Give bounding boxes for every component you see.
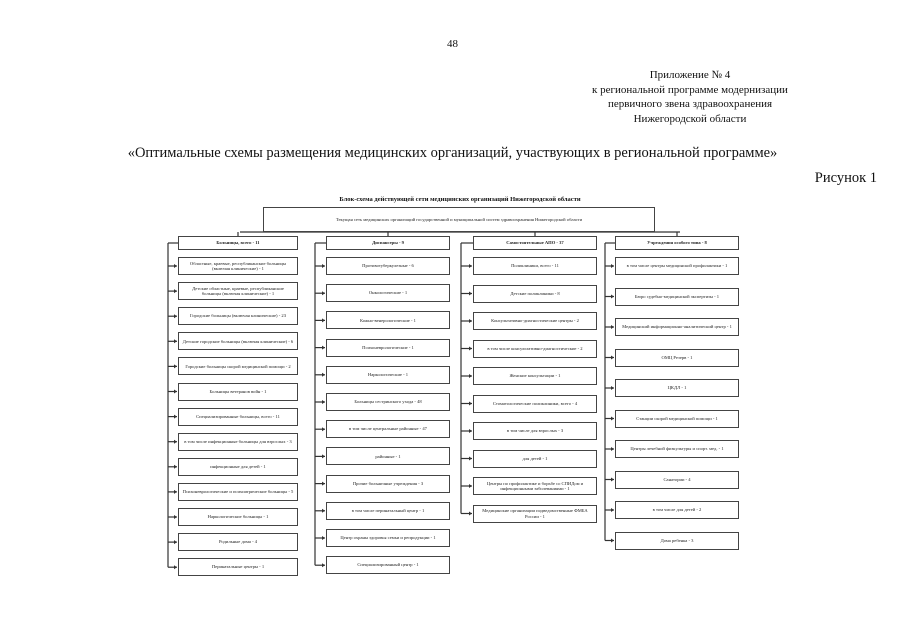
- org-node: Городские больницы скорой медицинской помощи - 2: [178, 357, 298, 375]
- column-header: Диспансеры - 9: [326, 236, 450, 250]
- arrowhead: [174, 364, 177, 368]
- org-node: Стоматологические поликлиники, всего - 4: [473, 395, 597, 413]
- appendix-line: к региональной программе модернизации: [592, 83, 788, 96]
- org-node: Поликлиники, всего - 11: [473, 257, 597, 275]
- org-node: Бюро судебно-медицинской экспертизы - 1: [615, 288, 739, 306]
- arrowhead: [611, 478, 614, 482]
- org-node: Дома ребенка - 3: [615, 532, 739, 550]
- arrowhead: [469, 512, 472, 516]
- org-node: в том числе перинатальный центр - 1: [326, 502, 450, 520]
- root-node: Текущая сеть медицинских организаций государственной и муниципальной систем здравоохранения Нижегородской области: [263, 207, 655, 232]
- arrowhead: [322, 373, 325, 377]
- org-node: Центры по профилактике и борьбе со СПИДом и инфекционными заболеваниями - 1: [473, 477, 597, 495]
- arrowhead: [322, 346, 325, 350]
- arrowhead: [611, 264, 614, 268]
- arrowhead: [469, 374, 472, 378]
- arrowhead: [322, 509, 325, 513]
- org-node: районные - 1: [326, 447, 450, 465]
- org-node: Консультативно-диагностические центры - 2: [473, 312, 597, 330]
- org-node: Центр охраны здоровья семьи и репродукции - 1: [326, 529, 450, 547]
- org-node: Специализированные больницы, всего - 11: [178, 408, 298, 426]
- arrowhead: [469, 292, 472, 296]
- org-node: в том числе для взрослых - 3: [473, 422, 597, 440]
- arrowhead: [322, 563, 325, 567]
- column-header: Больницы, всего - 11: [178, 236, 298, 250]
- arrowhead: [469, 457, 472, 461]
- org-node: ЦКДЛ - 1: [615, 379, 739, 397]
- org-node: Психоневрологические и психиатрические больницы - 5: [178, 483, 298, 501]
- arrowhead: [174, 314, 177, 318]
- org-node: Городские больницы (включая клинические) - 23: [178, 307, 298, 325]
- org-node: Прочие больничные учреждения - 3: [326, 475, 450, 493]
- org-node: Родильные дома - 4: [178, 533, 298, 551]
- arrowhead: [469, 319, 472, 323]
- org-node: Медицинский информационно-аналитический центр - 1: [615, 318, 739, 336]
- arrowhead: [322, 264, 325, 268]
- arrowhead: [174, 390, 177, 394]
- arrowhead: [322, 318, 325, 322]
- org-node: в том числе инфекционные больницы для взрослых - 3: [178, 433, 298, 451]
- arrowhead: [611, 386, 614, 390]
- arrowhead: [322, 400, 325, 404]
- column-header: Учреждения особого типа - 8: [615, 236, 739, 250]
- arrowhead: [611, 539, 614, 543]
- arrowhead: [174, 490, 177, 494]
- org-node: Станции скорой медицинской помощи - 1: [615, 410, 739, 428]
- org-node: Перинатальные центры - 1: [178, 558, 298, 576]
- column-header: Самостоятельные АПО - 37: [473, 236, 597, 250]
- arrowhead: [174, 264, 177, 268]
- org-node: Наркологические - 1: [326, 366, 450, 384]
- org-node: Противотуберкулезные - 6: [326, 257, 450, 275]
- org-node: Психоневрологические - 1: [326, 339, 450, 357]
- arrowhead: [322, 482, 325, 486]
- arrowhead: [469, 347, 472, 351]
- org-node: Санатории - 4: [615, 471, 739, 489]
- org-node: Кожно-венерологические - 1: [326, 311, 450, 329]
- page-number: 48: [447, 38, 458, 50]
- arrowhead: [469, 264, 472, 268]
- org-node: Наркологические больницы - 1: [178, 508, 298, 526]
- arrowhead: [174, 339, 177, 343]
- arrowhead: [174, 565, 177, 569]
- arrowhead: [469, 402, 472, 406]
- arrowhead: [611, 508, 614, 512]
- org-node: для детей - 1: [473, 450, 597, 468]
- org-node: в том числе центры медицинской профилактики - 1: [615, 257, 739, 275]
- arrowhead: [322, 536, 325, 540]
- org-node: Женские консультации - 1: [473, 367, 597, 385]
- arrowhead: [174, 415, 177, 419]
- org-node: Специализированный центр - 1: [326, 556, 450, 574]
- org-node: Детские городские больницы (включая клинические) - 6: [178, 332, 298, 350]
- org-node: Больницы сестринского ухода - 48: [326, 393, 450, 411]
- arrowhead: [611, 417, 614, 421]
- org-node: в том числе для детей - 2: [615, 501, 739, 519]
- org-node: в том числе центральные районные - 47: [326, 420, 450, 438]
- arrowhead: [174, 440, 177, 444]
- arrowhead: [611, 447, 614, 451]
- org-node: ОМЦ Резерв - 1: [615, 349, 739, 367]
- document-title: «Оптимальные схемы размещения медицинских организаций, участвующих в региональной программе»: [127, 145, 778, 161]
- org-node: Онкологические - 1: [326, 284, 450, 302]
- org-node: Медицинские организации подведомственные ФМБА России - 1: [473, 505, 597, 523]
- org-node: Областные, краевые, республиканские больницы (включая клинические) - 1: [178, 257, 298, 275]
- arrowhead: [469, 484, 472, 488]
- arrowhead: [322, 291, 325, 295]
- diagram-title: Блок-схема действующей сети медицинских организаций Нижегородской области: [339, 196, 581, 203]
- arrowhead: [174, 289, 177, 293]
- arrowhead: [174, 465, 177, 469]
- org-node: инфекционные для детей - 1: [178, 458, 298, 476]
- arrowhead: [469, 429, 472, 433]
- arrowhead: [174, 515, 177, 519]
- arrowhead: [611, 325, 614, 329]
- arrowhead: [611, 356, 614, 360]
- arrowhead: [611, 295, 614, 299]
- arrowhead: [322, 454, 325, 458]
- org-node: Больницы ветеранов войн - 1: [178, 383, 298, 401]
- org-node: Детские поликлиники - 8: [473, 285, 597, 303]
- arrowhead: [174, 540, 177, 544]
- appendix-line: первичного звена здравоохранения: [607, 98, 773, 110]
- org-node: Центры лечебной физкультуры и спорт. мед. - 1: [615, 440, 739, 458]
- appendix-line: Нижегородской области: [633, 112, 747, 125]
- arrowhead: [322, 427, 325, 431]
- appendix-line: Приложение № 4: [649, 69, 731, 81]
- org-node: в том числе консультативно-диагностические - 2: [473, 340, 597, 358]
- figure-label: Рисунок 1: [814, 170, 877, 186]
- org-node: Детские областные, краевые, республиканские больницы (включая клинические) - 1: [178, 282, 298, 300]
